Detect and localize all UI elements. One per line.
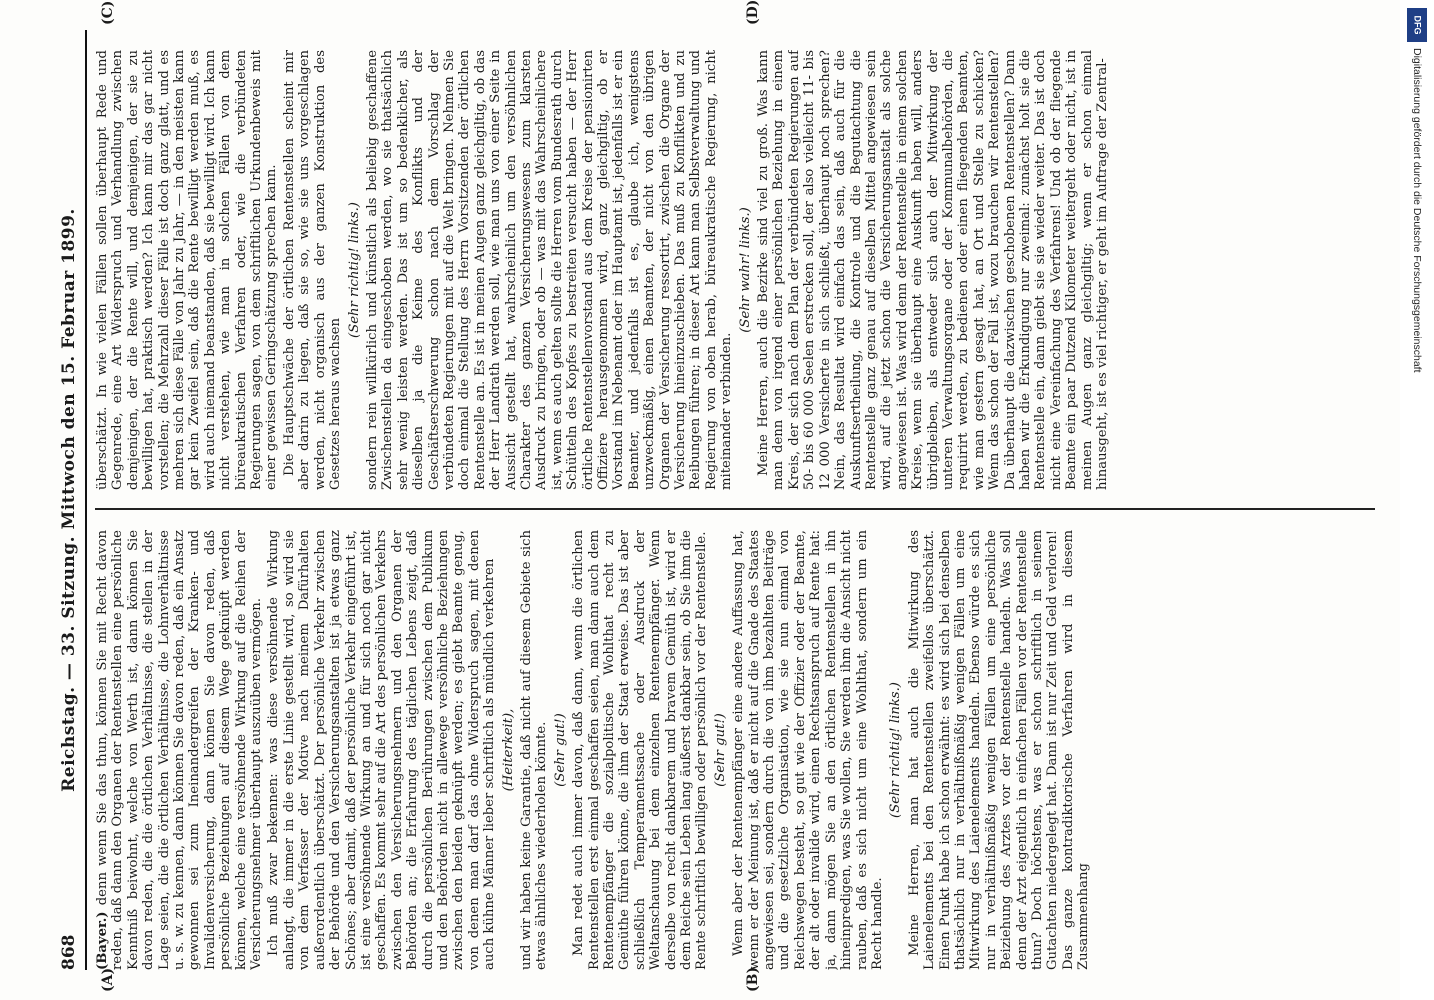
paragraph: Man redet auch immer davon, daß dann, wenn die örtlichen Rentenstellen erst einmal geschaffen seien, man dann auch dem Rentenempfänger die sozialpolitische Wohlthat recht zu Gemüthe führen könne, die ihm der Staat erweise. Das ist aber schließlich Temperamentssache oder Ausdruck der Weltanschauung bei dem einzelnen Rentenempfänger. Wenn derselbe von recht dankbarem und bravem Gemüth ist, wird er dem Reiche sein Leben lang äußerst dankbar sein, ob Sie ihm die Rente schriftlich bewilligen oder persönlich vor der Rentenstelle. <box>571 530 710 970</box>
margin-marker-a: (A) <box>100 967 116 992</box>
page-header <box>55 30 87 970</box>
interjection: (Sehr richtig! links.) <box>888 682 904 818</box>
paragraph: Wenn aber der Rentenempfänger eine andere Auffassung hat, wenn er der Meinung ist, daß er nicht auf die Gnade des Staates angewiesen sei, sondern durch die von ihm bezahlten Beiträge und die gesetzliche Organisation, wie sie nun einmal von Reichswegen besteht, so gut wie der Offizier oder der Beamte, der alt oder invalide wird, einen Rechtsanspruch auf Rente hat: ja, dann mögen Sie an den örtlichen Rentenstellen in ihn hineinpredigen, was Sie wollen, Sie werden ihm die Ansicht nicht rauben, daß es sich nicht um eine Wohlthat, sondern um ein Recht handle. <box>731 530 885 970</box>
paragraph: überschätzt. In wie vielen Fällen sollen überhaupt Rede und Gegenrede, eine Art Widerspruch und Verhandlung zwischen demjenigen, der die Rente will, und demjenigen, der sie zu bewilligen hat, praktisch werden? Ich kann mir das gar nicht vorstellen; die Mehrzahl dieser Fälle ist doch ganz glatt, und es mehren sich diese Fälle von Jahr zu Jahr, — in den meisten kann gar kein Zweifel sein, daß die Rente bewilligt werden muß, es wird auch niemand beanstanden, daß sie bewilligt wird. Ich kann nicht verstehen, wie man in solchen Fällen von dem büreaukratischen Verfahren oder, wie die verbündeten Regierungen sagen, von dem schriftlichen Urkundenbeweis mit einer gewissen Geringschätzung sprechen kann. <box>95 50 280 490</box>
column-divider <box>95 509 1375 511</box>
paragraph: Meine Herren, auch die Bezirke sind viel zu groß. Was kann man denn von irgend einer persönlichen Beziehung in einem Kreis, der sich nach dem Plan der verbündeten Regierungen auf 50- bis 60 000 Seelen erstrecken soll, der also vielleicht 11- bis 12 000 Versicherte in sich schließt, überhaupt noch sprechen? Nein, das Resultat wird einfach das sein, daß auch für die Auskunftsertheilung, die Kontrole und die Begutachtung die Rentenstelle ganz genau auf dieselben Mittel angewiesen sein wird, auf die jetzt schon die Versicherungsanstalt als solche angewiesen ist. Was wird denn der Rentenstelle in einem solchen Kreise, wenn sie überhaupt eine Auskunft haben will, anders übrigbleiben, als entweder sich auch der Mitwirkung der unteren Verwaltungsorgane oder der Kommunalbehörden, die requirirt werden, zu bedienen oder einen fliegenden Beamten, wie man gestern gesagt hat, an Ort und Stelle zu schicken? Wenn das schon der Fall ist, wozu brauchen wir Rentenstellen? Da überhaupt die dazwischen geschobenen Rentenstellen? Dann haben wir die Erkundigung nur zweimal: zunächst holt sie die Rentenstelle ein, dann giebt sie sie wieder weiter. Das ist doch nicht eine Vereinfachung des Verfahrens! Und ob der fliegende Beamte ein paar Dutzend Kilometer weitergeht oder nicht, ist in meinen Augen ganz gleichgiltig; wenn er schon einmal hinausgeht, ist es viel richtiger, er geht im Auftrage der Zentral- <box>756 50 1110 490</box>
speaker-paragraph <box>95 530 264 970</box>
paragraph: Meine Herren, man hat auch die Mitwirkung des Laienelements bei den Rentenstellen zweifellos überschätzt. Einen Punkt habe ich schon erwähnt: es wird sich bei denselben thatsächlich nur in verhältnißmäßig wenigen Fällen um eine Mitwirkung des Laienelements handeln. Ebenso würde es sich nur in verhältnißmäßig wenigen Fällen um eine persönliche Beiziehung des Arztes vor der Rentenstelle handeln. Was soll denn der Arzt eigentlich in einfachen Fällen vor der Rentenstelle thun? Doch höchstens, was er schon schriftlich in seinem Gutachten niedergelegt hat. Dann ist nur Zeit und Geld verloren! Das ganze kontradiktorische Verfahren wird in diesem Zusammenhang <box>906 530 1092 970</box>
interjection: (Sehr richtig! links.) <box>346 202 362 338</box>
paragraph-text: denn wenn Sie das thun, können Sie mit Recht davon reden, daß dann den Organen der Rentenstellen eine persönliche Kenntniß beiwohnt, welche von Werth ist, dann können Sie davon reden, die die örtlichen Verhältnisse, die stellen in der Lage seien, die die örtlichen Verhältnisse, die Lohnverhältnisse u. s. w. zu kennen, dann können Sie davon reden, daß ein Ansatz gewonnen sei zum Ineinandergreifen der Kranken- und Invalidenversicherung, dann können Sie davon reden, daß persönliche Beziehungen auf diesem Wege geknüpft werden können, welche eine versöhnende Wirkung auf die Reihen der Versicherungsnehmer überhaupt auszuüben vermögen. <box>95 530 265 970</box>
paragraph: und wir haben keine Garantie, daß nicht auf diesem Gebiete sich etwas ähnliches wiederholen könnte. <box>518 530 550 970</box>
funding-note: Digitalisierung gefördert durch die Deutsche Forschungsgemeinschaft <box>1411 48 1423 373</box>
paragraph: Ich muß zwar bekennen: was diese versöhnende Wirkung anlangt, die immer in die erste Linie gestellt wird, so wird sie von dem Verfasser der Motive nach meinem Dafürhalten außerordentlich überschätzt. Der persönliche Verkehr zwischen der Behörde und den Versicherungsanstalten ist ja etwas ganz Schönes; aber damit, daß der persönliche Verkehr eingeführt ist, ist eine versöhnende Wirkung an und für sich noch gar nicht geschaffen. Es kommt sehr auf die Art des persönlichen Verkehrs zwischen den Versicherungsnehmern und den Organen der Behörden an; die Erfahrung des täglichen Lebens zeigt, daß durch die persönlichen Berührungen zwischen dem Publikum und den Behörden nicht in allewege versöhnliche Beziehungen zwischen den beiden geknüpft werden; es giebt Beamte genug, von denen man darf das ohne Widerspruch sagen, mit denen auch kühne Männer lieber schriftlich als mündlich verkehren <box>266 530 498 970</box>
right-column <box>95 50 1375 490</box>
dfg-logo-text: DFG <box>1412 15 1422 35</box>
interjection: (Sehr wahr! links.) <box>737 207 753 333</box>
margin-marker-d: (D) <box>745 0 761 25</box>
page-number: 868 <box>59 934 79 970</box>
paragraph: sondern rein willkürlich und künstlich als beliebig geschaffene Zwischenstellen da eingeschoben werden, wo sie thatsächlich sehr wenig leisten werden. Das ist um so bedenklicher, als dieselben ja die Keime des Konflikts und der Geschäftserschwerung schon nach dem Vorschlag der verbündeten Regierungen mit auf die Welt bringen. Nehmen Sie doch einmal die Stellung des Herrn Vorsitzenden der örtlichen Rentenstelle an. Es ist in meinen Augen ganz gleichgiltig, ob das der Herr Landrath werden soll, wie man uns von einer Seite in Aussicht gestellt hat, wahrscheinlich um den versöhnlichen Charakter des ganzen Versicherungswesens zum klarsten Ausdruck zu bringen, oder ob — was mit das Wahrscheinlichere ist, wenn es auch gelten sollte die Herren vom Bundesrath durch Schütteln des Kopfes zu bestreiten versucht haben — der Herr örtliche Rentenstellenvorstand aus dem Kreise der pensionirten Offiziere herausgenommen wird, ganz gleichgiltig, ob er Vorstand im Nebenamt oder im Hauptamt ist, jedenfalls ist er ein Beamter, und jedenfalls ist es, glaube ich, wenigstens unzweckmäßig, einen Beamten, der nicht von den übrigen Organen der Versicherung ressortirt, zwischen die Organe der Versicherung hineinzuschieben. Das muß zu Konflikten und zu Reibungen führen; in dieser Art kann man Selbstverwaltung und Regierung von oben herab, büreaukratische Regierung, nicht miteinander verbinden. <box>364 50 735 490</box>
interjection: (Heiterkeit), <box>500 708 516 792</box>
speaker-name: (Bayer.) <box>95 911 110 970</box>
paragraph: Die Hauptschwäche der örtlichen Rentenstellen scheint mir aber darin zu liegen, daß sie so, wie sie uns vorgeschlagen werden, nicht organisch aus der ganzen Konstruktion des Gesetzes heraus wachsen <box>281 50 344 490</box>
left-column <box>95 530 1375 970</box>
interjection: (Sehr gut!) <box>552 713 568 787</box>
running-title: Reichstag. — 33. Sitzung. Mittwoch den 15. Februar 1899. <box>59 208 79 792</box>
interjection: (Sehr gut!) <box>712 713 728 787</box>
digitization-sidebar <box>1404 8 1430 992</box>
margin-marker-c: (C) <box>100 0 116 25</box>
margin-marker-b: (B) <box>745 966 761 992</box>
